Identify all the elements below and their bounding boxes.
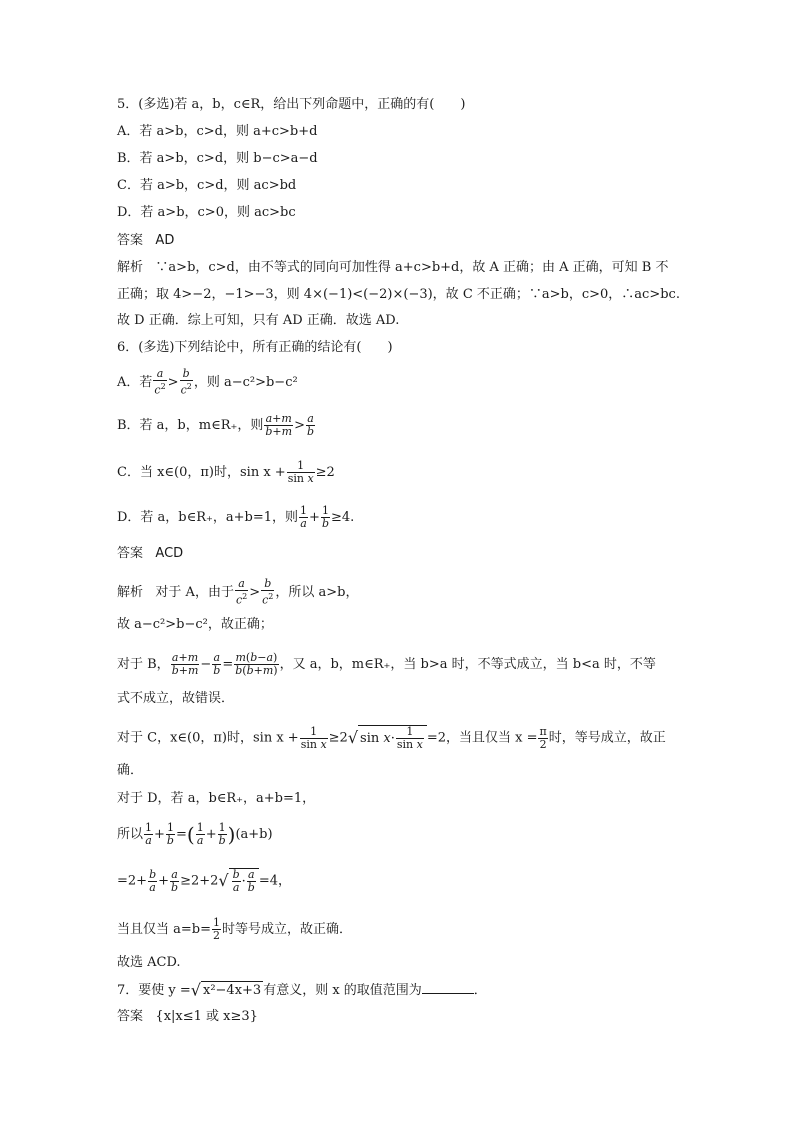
q6-analysis-line-1: 解析 对于 A，由于 $\frac{a}{c^2}$ > $\frac{b}{c^2}$ ，所以 a>b，: [117, 577, 359, 607]
text: ≥4.: [330, 510, 355, 525]
text: ，所以 a>b，: [275, 584, 359, 600]
sqrt: $\frac{b}{a}$ · $\frac{a}{b}$: [229, 868, 259, 894]
q5-option-c: C．若 a>b，c>d，则 ac>bd: [117, 178, 297, 193]
text: A．若: [117, 374, 153, 390]
fraction: $\frac{b}{c^2}$: [262, 577, 274, 607]
answer-value: AD: [155, 233, 175, 248]
q5-analysis-line-2: 正确；取 4>−2，−1>−3，则 4×(−1)<(−2)×(−3)，故 C 不正确；∵a>b，c>0，∴ac>bc.: [117, 287, 680, 302]
fraction: $\frac{1}{b}$: [166, 821, 174, 847]
sqrt: x²−4x+3: [202, 983, 262, 998]
fraction: $\frac{1}{a}$: [145, 821, 153, 847]
analysis-text: ∵a>b，c>d，由不等式的同向可加性得 a+c>b+d，故 A 正确；由 A 正确，可知 B 不: [155, 260, 669, 275]
answer-blank[interactable]: [422, 981, 474, 994]
q6-option-d: D．若 a，b∈R₊，a+b=1，则 $\frac{1}{a}$ + $\frac{1}{b}$ ≥4.: [117, 504, 355, 530]
fraction: $\frac{a+m}{b+m}$: [265, 412, 293, 438]
fraction: $\frac{1}{2}$: [213, 916, 220, 942]
q6-analysis-line-10: [117, 917, 352, 942]
answer-label: 答案: [117, 1009, 144, 1024]
q5-option-b: B．若 a>b，c>d，则 b−c>a−d: [117, 151, 318, 166]
fraction: $\frac{\pi}{2}$: [539, 724, 547, 751]
q6-analysis-line-9: =2+ $\frac{b}{a}$ + $\frac{a}{b}$ ≥2+2√ $\frac{b}{a}$ · $\frac{a}{b}$ =4，: [117, 867, 291, 894]
fraction: $\frac{1}{b}$: [321, 504, 329, 530]
text: (a+b): [235, 827, 273, 842]
q7-answer: [117, 1008, 258, 1026]
text: 有意义，则 x 的取值范围为: [263, 983, 422, 998]
fraction: $\frac{a}{b}$: [213, 651, 221, 677]
text: 当且仅当 a=b=: [117, 922, 211, 937]
fraction: $\frac{b}{c^2}$: [180, 367, 192, 397]
answer-label: 答案: [117, 546, 144, 561]
q6-analysis-line-6: 确．: [117, 763, 144, 778]
answer-value: {x|x≤1 或 x≥3}: [155, 1009, 258, 1024]
q6-option-a: A．若 $\frac{a}{c^2}$ > $\frac{b}{c^2}$ ，则 a−c²>b−c²: [117, 367, 298, 397]
q5-answer: [117, 232, 174, 250]
fraction: $\frac{1}{\text{sin x}}$: [300, 724, 327, 751]
fraction: $\frac{m(b-a)}{b(b+m)}$: [235, 651, 278, 677]
fraction: $\frac{b}{a}$: [149, 867, 157, 894]
fraction: $\frac{a}{b}$: [306, 412, 315, 438]
fraction: $\frac{a+m}{b+m}$: [171, 651, 199, 677]
analysis-label: 解析: [117, 584, 144, 600]
text: =2，当且仅当 x =: [426, 730, 538, 746]
q6-option-c: [117, 460, 335, 485]
q5-option-d: D．若 a>b，c>0，则 ac>bc: [117, 205, 296, 220]
text: ，又 a，b，m∈R₊，当 b>a 时，不等式成立，当 b<a 时，不等: [279, 657, 656, 672]
q6-stem: 6．(多选)下列结论中，所有正确的结论有( ): [117, 340, 393, 355]
q5-option-a: A．若 a>b，c>d，则 a+c>b+d: [117, 124, 318, 139]
text: D．若 a，b∈R₊，a+b=1，则: [117, 510, 299, 525]
sqrt: sin x· $\frac{1}{\text{sin x}}$: [358, 725, 427, 751]
q6-answer: [117, 545, 183, 563]
text: 7．要使 y =: [117, 983, 191, 998]
text: =2+: [117, 873, 148, 889]
text: 所以: [117, 827, 144, 842]
text: 对于 B，: [117, 657, 170, 672]
text: =4，: [258, 873, 291, 889]
q6-analysis-line-7: 对于 D，若 a，b∈R₊，a+b=1，: [117, 791, 316, 806]
fraction: $\frac{1}{\text{sin x}}$: [287, 459, 314, 485]
fraction: $\frac{a}{c^2}$: [235, 577, 248, 607]
fraction: $\frac{1}{a}$: [300, 504, 308, 530]
answer-value: ACD: [155, 546, 184, 561]
text: 时等号成立，故正确．: [222, 922, 353, 937]
fraction: $\frac{1}{b}$: [218, 821, 226, 847]
text: B．若 a，b，m∈R₊，则: [117, 418, 264, 433]
fraction: $\frac{a}{c^2}$: [154, 367, 166, 397]
q6-analysis-line-4: 式不成立，故错误．: [117, 691, 235, 706]
q6-analysis-line-2: 故 a−c²>b−c²，故正确；: [117, 617, 273, 632]
fraction: $\frac{a}{b}$: [171, 867, 179, 894]
q5-analysis-line-3: 故 D 正确．综上可知，只有 AD 正确．故选 AD.: [117, 313, 400, 328]
fraction: $\frac{1}{a}$: [196, 821, 204, 847]
q6-analysis-line-3: 对于 B， $\frac{a+m}{b+m}$ − $\frac{a}{b}$ = $\frac{m(b-a)}{b(b+m)}$ ，又 a，b，m∈R₊，当 b>a 时，不等式成立，当 b<a 时，不等: [117, 651, 656, 677]
q6-option-b: B．若 a，b，m∈R₊，则 $\frac{a+m}{b+m}$ > $\frac{a}{b}$: [117, 412, 315, 438]
text: ，则 a−c²>b−c²: [193, 374, 298, 390]
text: ≥2: [315, 465, 335, 480]
q6-analysis-line-5: 对于 C，x∈(0，π)时，sin x + $\frac{1}{\text{sin x}}$ ≥2√ sin x· $\frac{1}{\text{sin x}}$ =2，当且仅当 x = $\frac{\pi}{2}$ 时，等号成立，故正: [117, 724, 666, 751]
text: 时，等号成立，故正: [548, 730, 666, 746]
q5-analysis-line-1: [117, 259, 669, 277]
text: 对于 C，x∈(0，π)时，sin x +: [117, 730, 299, 746]
answer-label: 答案: [117, 233, 144, 248]
text: 对于 A，由于: [155, 584, 234, 600]
q7-stem: 7．要使 y =√ x²−4x+3 有意义，则 x 的取值范围为 ．: [117, 980, 487, 1000]
analysis-label: 解析: [117, 260, 144, 275]
q5-stem: 5．(多选)若 a，b，c∈R，给出下列命题中，正确的有( ): [117, 97, 466, 112]
text: C．当 x∈(0，π)时，sin x +: [117, 465, 286, 480]
q6-analysis-line-8: 所以 $\frac{1}{a}$ + $\frac{1}{b}$ =( $\frac{1}{a}$ + $\frac{1}{b}$ )(a+b): [117, 821, 273, 847]
q6-analysis-line-11: 故选 ACD.: [117, 955, 181, 970]
